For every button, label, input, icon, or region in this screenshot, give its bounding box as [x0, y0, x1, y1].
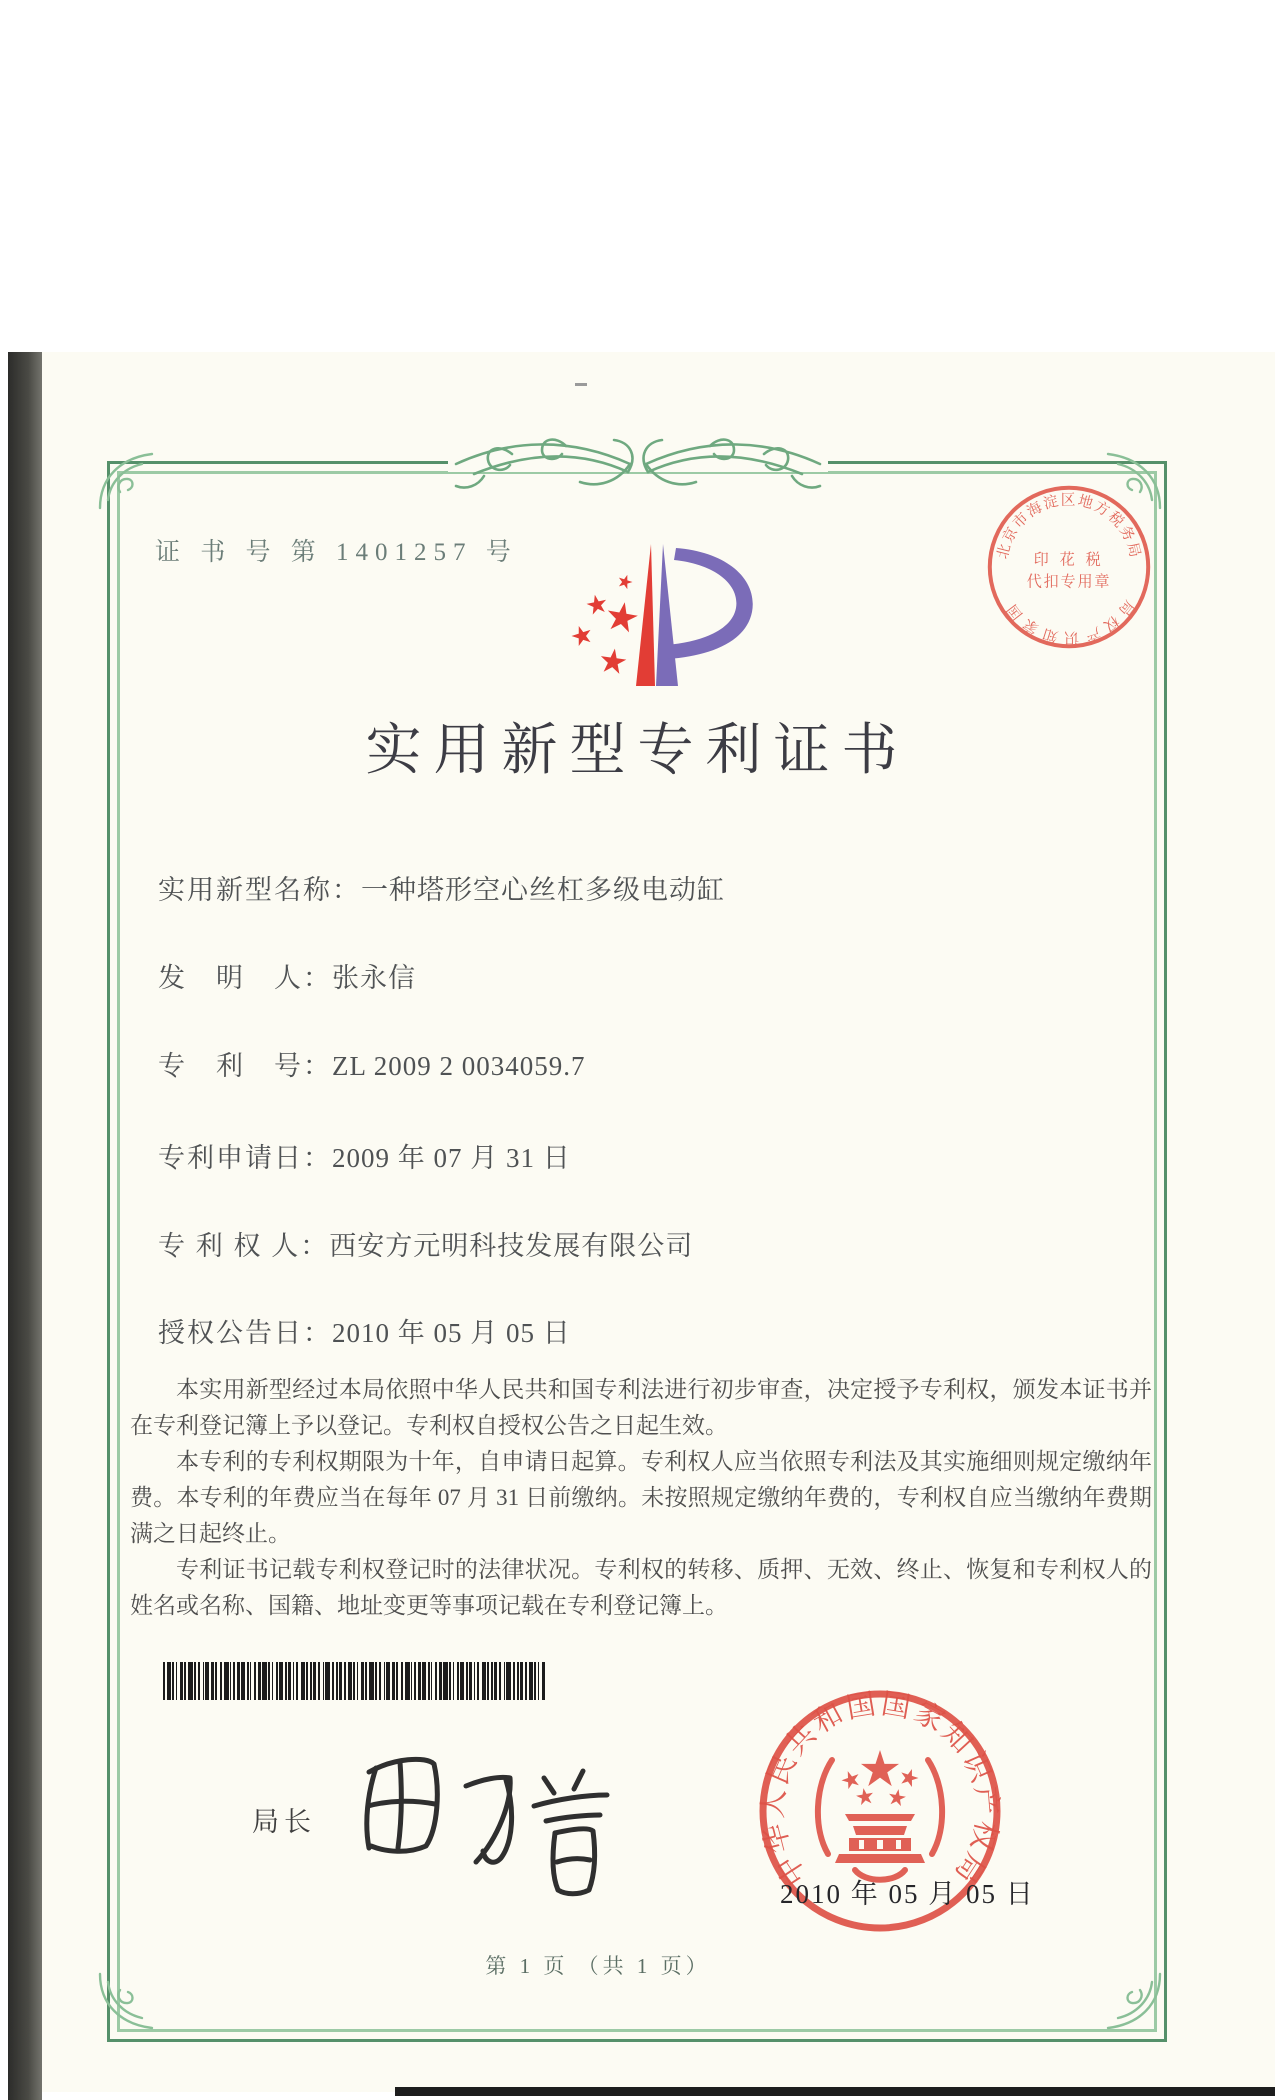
field-label: 专 利 号： — [158, 1051, 332, 1081]
tax-stamp-center-line2: 代扣专用章 — [1026, 574, 1112, 591]
legal-paragraph-1: 本实用新型经过本局依照中华人民共和国专利法进行初步审查，决定授予专利权，颁发本证书并在专利登记簿上予以登记。专利权自授权公告之日起生效。 — [130, 1377, 1152, 1438]
book-spine-shadow — [8, 352, 42, 2100]
field-value: 一种塔形空心丝杠多级电动缸 — [361, 875, 725, 905]
field-label: 实用新型名称： — [158, 875, 361, 905]
legal-paragraph-2: 本专利的专利权期限为十年，自申请日起算。专利权人应当依照专利法及其实施细则规定缴纳年费。本专利的年费应当在每年 07 月 31 日前缴纳。未按照规定缴纳年费的，专利权自应当缴纳年费期满之日起终止。 — [130, 1449, 1152, 1546]
scan-artifact-dash — [575, 383, 587, 386]
director-signature — [338, 1750, 618, 1910]
field-label: 发 明 人： — [158, 963, 332, 993]
seal-ring-text: 中华人民共和国国家知识产权局 — [757, 1688, 1003, 1892]
tax-stamp-seal — [980, 478, 1158, 656]
field-application-date — [158, 1136, 571, 1175]
svg-text:北京市海淀区地方税务局 — [994, 492, 1144, 561]
corner-flourish-icon — [92, 446, 162, 516]
top-flourish-ornament — [448, 424, 828, 502]
field-utility-model-name — [158, 868, 725, 907]
field-value: 西安方元明科技发展有限公司 — [329, 1231, 694, 1261]
field-value: 2009 年 07 月 31 日 — [332, 1143, 571, 1173]
certificate-title: 实用新型专利证书 — [365, 720, 910, 782]
field-label: 专 利 权 人： — [158, 1231, 330, 1261]
tax-stamp-top-text: 北京市海淀区地方税务局 — [994, 492, 1144, 561]
page-footer: 第 1 页 （共 1 页） — [485, 1954, 711, 1978]
seal-date: 2010 年 05 月 05 日 — [780, 1879, 1035, 1909]
field-value: 张永信 — [332, 963, 416, 993]
field-inventor — [158, 956, 416, 995]
page-bottom-edge — [395, 2087, 1275, 2096]
tax-stamp-bottom-text: 局权产识知家国 — [1001, 596, 1137, 645]
field-grant-date — [158, 1311, 571, 1350]
svg-text:局权产识知家国 — [1000, 597, 1137, 646]
corner-flourish-icon — [92, 1966, 162, 2036]
patent-office-logo-icon — [550, 528, 790, 698]
corner-flourish-icon — [1098, 1966, 1168, 2036]
legal-paragraph-3: 专利证书记载专利权登记时的法律状况。专利权的转移、质押、无效、终止、恢复和专利权人的姓名或名称、国籍、地址变更等事项记载在专利登记簿上。 — [130, 1557, 1152, 1618]
field-label: 专利申请日： — [158, 1143, 332, 1173]
certificate-number: 证 书 号 第 1401257 号 — [155, 539, 518, 566]
field-patentee — [158, 1224, 693, 1263]
legal-text-block — [130, 1372, 1152, 1624]
field-label: 授权公告日： — [158, 1318, 332, 1348]
field-patent-number — [158, 1044, 585, 1083]
barcode — [163, 1662, 545, 1700]
field-value: ZL 2009 2 0034059.7 — [332, 1051, 586, 1081]
director-label: 局长 — [252, 1807, 316, 1837]
field-value: 2010 年 05 月 05 日 — [332, 1318, 571, 1348]
tax-stamp-center-line1: 印 花 税 — [1033, 552, 1105, 569]
